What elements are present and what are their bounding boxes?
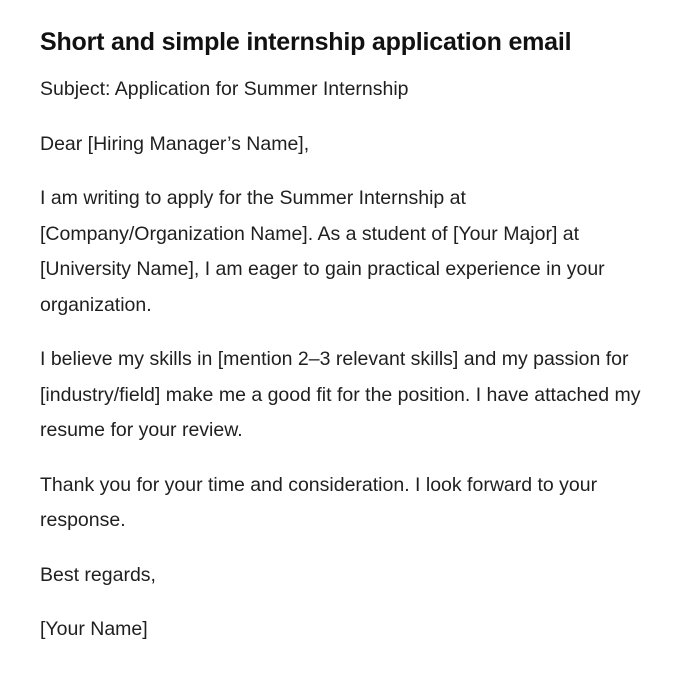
email-subject: Subject: Application for Summer Internship bbox=[40, 78, 409, 100]
email-paragraph-intro: I am writing to apply for the Summer Internship at [Company/Organization Name]. As a student of [Your Major] at [University Name], I am eager to gain practical experience in your organization. bbox=[40, 187, 605, 316]
email-paragraph-skills: I believe my skills in [mention 2–3 relevant skills] and my passion for [industry/field] make me a good fit for the position. I have attached my resume for your review. bbox=[40, 348, 641, 441]
email-paragraph-thanks: Thank you for your time and consideration. I look forward to your response. bbox=[40, 473, 598, 531]
email-closing: Best regards, bbox=[40, 563, 156, 586]
page-title: Short and simple internship application email bbox=[40, 28, 572, 56]
email-signature: [Your Name] bbox=[40, 618, 148, 640]
email-greeting: Dear [Hiring Manager’s Name], bbox=[40, 132, 310, 155]
